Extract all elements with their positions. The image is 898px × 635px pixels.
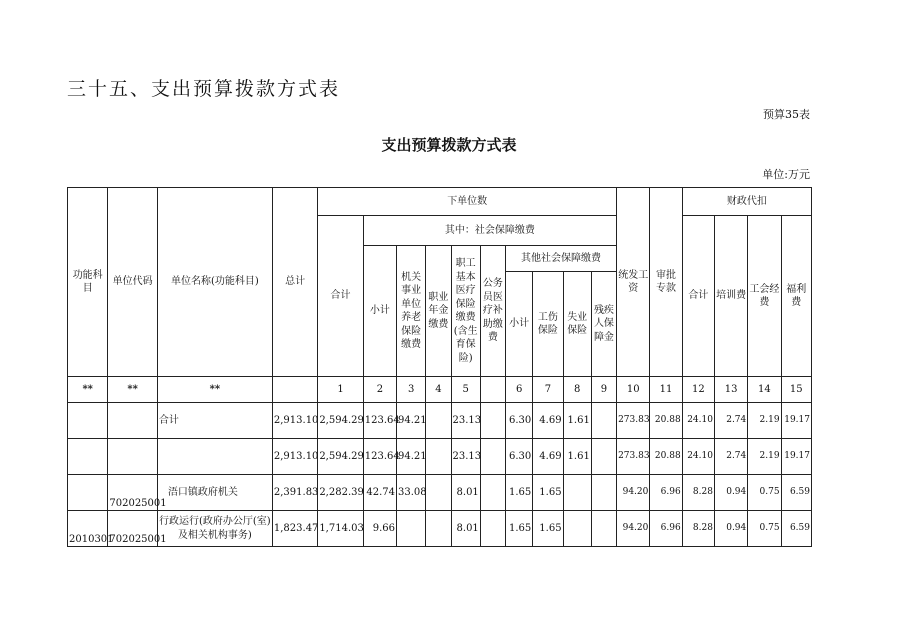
cell-code bbox=[108, 403, 157, 439]
cell-xiaoji: 9.66 bbox=[363, 511, 396, 547]
cell-approval: 20.88 bbox=[650, 439, 682, 475]
cell-union: 2.19 bbox=[748, 439, 781, 475]
cell-approval: 6.96 bbox=[650, 475, 682, 511]
cell-f-heji: 8.28 bbox=[682, 511, 714, 547]
cell-disabled bbox=[591, 511, 616, 547]
cell-training: 2.74 bbox=[714, 403, 747, 439]
table-row bbox=[68, 511, 812, 547]
header-wages: 统发工资 bbox=[617, 188, 650, 377]
cell-injury: 1.65 bbox=[533, 475, 563, 511]
cell-name: 行政运行(政府办公厅(室)及相关机构事务) bbox=[157, 511, 272, 547]
header-unemploy: 失业保险 bbox=[563, 272, 591, 377]
index-cell: 2 bbox=[363, 377, 396, 403]
cell-f-heji: 24.10 bbox=[682, 439, 714, 475]
header-lower-unit: 下单位数 bbox=[318, 188, 617, 216]
header-fiscal-deduct: 财政代扣 bbox=[682, 188, 811, 216]
cell-unemploy: 1.61 bbox=[563, 439, 591, 475]
cell-union: 0.75 bbox=[748, 475, 781, 511]
cell-name: 浯口镇政府机关 bbox=[157, 475, 272, 511]
header-unit-code: 单位代码 bbox=[108, 188, 157, 377]
cell-annuity bbox=[426, 403, 451, 439]
cell-annuity bbox=[426, 475, 451, 511]
cell-o-xiaoji: 1.65 bbox=[506, 475, 533, 511]
header-civil-medical: 公务员医疗补助缴费 bbox=[480, 246, 505, 377]
cell-wages: 94.20 bbox=[617, 511, 650, 547]
index-cell: ** bbox=[68, 377, 108, 403]
header-fiscal-heji: 合计 bbox=[682, 216, 714, 377]
cell-func: 2010301 bbox=[68, 511, 108, 547]
index-cell: ** bbox=[108, 377, 157, 403]
index-cell: 9 bbox=[591, 377, 616, 403]
cell-training: 0.94 bbox=[714, 475, 747, 511]
header-unit-name: 单位名称(功能科目) bbox=[157, 188, 272, 377]
header-func-subject: 功能科目 bbox=[68, 188, 108, 377]
index-cell: 5 bbox=[451, 377, 480, 403]
cell-welfare: 6.59 bbox=[781, 475, 811, 511]
cell-approval: 20.88 bbox=[650, 403, 682, 439]
cell-welfare: 6.59 bbox=[781, 511, 811, 547]
index-cell bbox=[272, 377, 317, 403]
index-cell: 12 bbox=[682, 377, 714, 403]
cell-total: 2,913.10 bbox=[272, 439, 317, 475]
cell-union: 0.75 bbox=[748, 511, 781, 547]
header-union: 工会经费 bbox=[748, 216, 781, 377]
index-cell: 8 bbox=[563, 377, 591, 403]
cell-welfare: 19.17 bbox=[781, 439, 811, 475]
cell-medical: 23.13 bbox=[451, 403, 480, 439]
cell-disabled bbox=[591, 403, 616, 439]
header-annuity: 职业年金缴费 bbox=[426, 246, 451, 377]
cell-name bbox=[157, 439, 272, 475]
cell-func bbox=[68, 403, 108, 439]
unit-label: 单位:万元 bbox=[762, 168, 810, 181]
cell-approval: 6.96 bbox=[650, 511, 682, 547]
header-heji: 合计 bbox=[318, 216, 363, 377]
index-cell: 14 bbox=[748, 377, 781, 403]
index-cell bbox=[480, 377, 505, 403]
header-injury: 工伤保险 bbox=[533, 272, 563, 377]
cell-wages: 273.83 bbox=[617, 403, 650, 439]
cell-pension bbox=[397, 511, 426, 547]
cell-disabled bbox=[591, 439, 616, 475]
index-cell: 15 bbox=[781, 377, 811, 403]
index-row bbox=[68, 377, 812, 403]
cell-training: 2.74 bbox=[714, 439, 747, 475]
index-cell: 13 bbox=[714, 377, 747, 403]
cell-medical: 8.01 bbox=[451, 511, 480, 547]
cell-injury: 1.65 bbox=[533, 511, 563, 547]
cell-disabled bbox=[591, 475, 616, 511]
cell-total: 2,913.10 bbox=[272, 403, 317, 439]
cell-civil bbox=[480, 439, 505, 475]
cell-func bbox=[68, 439, 108, 475]
header-training: 培训费 bbox=[714, 216, 747, 377]
cell-code bbox=[108, 439, 157, 475]
cell-f-heji: 24.10 bbox=[682, 403, 714, 439]
cell-injury: 4.69 bbox=[533, 403, 563, 439]
cell-civil bbox=[480, 475, 505, 511]
index-cell: 4 bbox=[426, 377, 451, 403]
header-pension: 机关事业单位养老保险缴费 bbox=[397, 246, 426, 377]
cell-total: 2,391.83 bbox=[272, 475, 317, 511]
page-heading: 三十五、支出预算拨款方式表 bbox=[67, 78, 341, 100]
cell-unemploy bbox=[563, 511, 591, 547]
cell-name: 合计 bbox=[157, 403, 272, 439]
cell-unemploy bbox=[563, 475, 591, 511]
cell-union: 2.19 bbox=[748, 403, 781, 439]
table-row bbox=[68, 475, 812, 511]
index-cell: 1 bbox=[318, 377, 363, 403]
budget-table bbox=[67, 187, 812, 547]
cell-welfare: 19.17 bbox=[781, 403, 811, 439]
cell-heji: 1,714.03 bbox=[318, 511, 363, 547]
cell-heji: 2,594.29 bbox=[318, 403, 363, 439]
table-title: 支出预算拨款方式表 bbox=[381, 136, 517, 154]
table-row bbox=[68, 403, 812, 439]
header-other-social: 其他社会保障缴费 bbox=[506, 246, 617, 272]
cell-wages: 94.20 bbox=[617, 475, 650, 511]
header-xiaoji: 小计 bbox=[363, 246, 396, 377]
cell-o-xiaoji: 6.30 bbox=[506, 403, 533, 439]
cell-civil bbox=[480, 403, 505, 439]
header-other-xiaoji: 小计 bbox=[506, 272, 533, 377]
cell-civil bbox=[480, 511, 505, 547]
cell-xiaoji: 42.74 bbox=[363, 475, 396, 511]
index-cell: 3 bbox=[397, 377, 426, 403]
cell-injury: 4.69 bbox=[533, 439, 563, 475]
cell-medical: 8.01 bbox=[451, 475, 480, 511]
cell-code: 702025001 bbox=[108, 511, 157, 547]
cell-o-xiaoji: 6.30 bbox=[506, 439, 533, 475]
cell-func bbox=[68, 475, 108, 511]
header-approval: 审批专款 bbox=[650, 188, 682, 377]
cell-code: 702025001 bbox=[108, 475, 157, 511]
index-cell: 11 bbox=[650, 377, 682, 403]
cell-total: 1,823.47 bbox=[272, 511, 317, 547]
cell-o-xiaoji: 1.65 bbox=[506, 511, 533, 547]
cell-unemploy: 1.61 bbox=[563, 403, 591, 439]
cell-training: 0.94 bbox=[714, 511, 747, 547]
cell-wages: 273.83 bbox=[617, 439, 650, 475]
cell-pension: 33.08 bbox=[397, 475, 426, 511]
index-cell: 7 bbox=[533, 377, 563, 403]
cell-f-heji: 8.28 bbox=[682, 475, 714, 511]
header-total: 总计 bbox=[272, 188, 317, 377]
cell-xiaoji: 123.64 bbox=[363, 439, 396, 475]
cell-annuity bbox=[426, 439, 451, 475]
cell-xiaoji: 123.64 bbox=[363, 403, 396, 439]
header-medical: 职工基本医疗保险缴费(含生育保险) bbox=[451, 246, 480, 377]
index-cell: 10 bbox=[617, 377, 650, 403]
cell-annuity bbox=[426, 511, 451, 547]
cell-pension: 94.21 bbox=[397, 439, 426, 475]
index-cell: ** bbox=[157, 377, 272, 403]
header-welfare: 福利费 bbox=[781, 216, 811, 377]
cell-heji: 2,594.29 bbox=[318, 439, 363, 475]
cell-heji: 2,282.39 bbox=[318, 475, 363, 511]
cell-pension: 94.21 bbox=[397, 403, 426, 439]
header-social-sec: 其中：社会保障缴费 bbox=[363, 216, 616, 246]
header-disabled: 残疾人保障金 bbox=[591, 272, 616, 377]
table-number: 预算35表 bbox=[763, 108, 810, 121]
cell-medical: 23.13 bbox=[451, 439, 480, 475]
index-cell: 6 bbox=[506, 377, 533, 403]
table-row bbox=[68, 439, 812, 475]
